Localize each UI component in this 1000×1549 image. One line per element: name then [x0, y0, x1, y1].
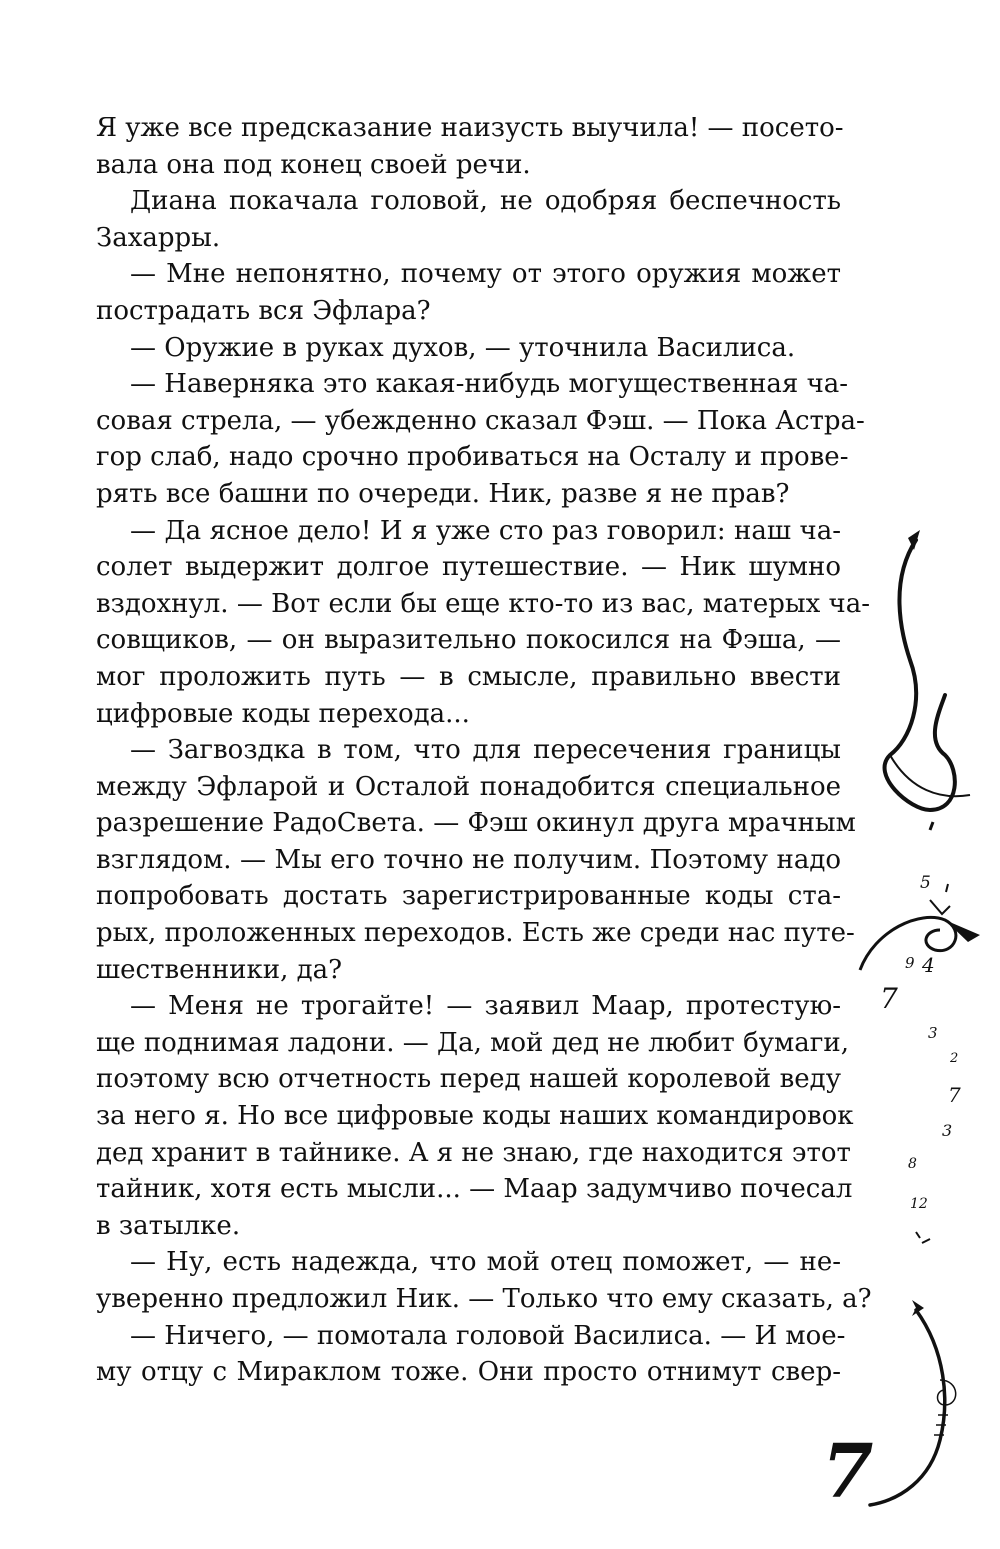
- ornament-digit: 2: [950, 1051, 959, 1066]
- text-line: мог проложить путь — в смысле, правильно ввести: [96, 661, 841, 692]
- ornament-digit: 8: [908, 1156, 917, 1172]
- text-line: совщиков, — он выразительно покосился на Фэша, —: [96, 625, 841, 656]
- text-line: рять все башни по очереди. Ник, разве я не прав?: [96, 478, 790, 509]
- ornament-digit: 3: [928, 1024, 938, 1042]
- ornament-digit: 9: [905, 954, 915, 972]
- text-line: попробовать достать зарегистрированные коды ста-: [96, 881, 841, 912]
- text-line: в затылке.: [96, 1210, 241, 1241]
- text-line: совая стрела, — убежденно сказал Фэш. — Пока Астра-: [96, 405, 865, 436]
- text-line: уверенно предложил Ник. — Только что ему сказать, а?: [96, 1284, 872, 1314]
- text-line: ще поднимая ладони. — Да, мой дед не любит бумаги,: [96, 1027, 849, 1058]
- text-line: дед хранит в тайнике. А я не знаю, где находится этот: [96, 1137, 851, 1168]
- text-line: гор слаб, надо срочно пробиваться на Осталу и прове-: [96, 442, 849, 473]
- text-line: вала она под конец своей речи.: [96, 149, 531, 180]
- ornament-digit: 12: [910, 1196, 928, 1212]
- text-line: тайник, хотя есть мысли... — Маар задумчиво почесал: [96, 1174, 853, 1205]
- page-number: 7: [822, 1429, 874, 1515]
- ornament-digit: 4: [922, 953, 935, 977]
- ornament-digit: 3: [942, 1121, 953, 1140]
- text-line: поэтому всю отчетность перед нашей королевой веду: [96, 1064, 841, 1095]
- margin-ornament: [850, 510, 1000, 1545]
- text-line: Диана покачала головой, не одобряя беспечность: [130, 186, 841, 217]
- text-line: между Эфларой и Осталой понадобится специальное: [96, 771, 841, 802]
- text-line: — Наверняка это какая-нибудь могущественная ча-: [130, 369, 849, 400]
- text-line: вздохнул. — Вот если бы еще кто-то из вас, матерых ча-: [96, 588, 870, 619]
- text-line: — Да ясное дело! И я уже сто раз говорил: наш ча-: [130, 515, 841, 546]
- clock-hands-ornament-icon: [850, 510, 1000, 1545]
- ornament-digit: 7: [948, 1083, 961, 1107]
- text-line: Я уже все предсказание наизусть выучила! — посето-: [96, 113, 844, 143]
- text-line: цифровые коды перехода...: [96, 698, 470, 729]
- text-line: взглядом. — Мы его точно не получим. Поэтому надо: [96, 844, 841, 875]
- text-line: за него я. Но все цифровые коды наших командировок: [96, 1101, 854, 1132]
- text-line: — Меня не трогайте! — заявил Маар, протестую-: [130, 991, 841, 1022]
- ornament-digit: 5: [920, 873, 931, 893]
- text-line: — Ничего, — помотала головой Василиса. — И мое-: [130, 1320, 846, 1351]
- text-line: — Загвоздка в том, что для пересечения границы: [130, 735, 841, 766]
- text-line: — Оружие в руках духов, — уточнила Василиса.: [130, 332, 796, 363]
- text-line: — Мне непонятно, почему от этого оружия может: [130, 259, 841, 290]
- text-line: разрешение РадоСвета. — Фэш окинул друга мрачным: [96, 808, 856, 839]
- ornament-digit: 7: [880, 982, 898, 1015]
- text-line: пострадать вся Эфлара?: [96, 295, 431, 326]
- page-text: [96, 110, 872, 1391]
- text-line: Захарры.: [96, 222, 221, 253]
- text-line: му отцу с Мираклом тоже. Они просто отнимут свер-: [96, 1357, 841, 1388]
- text-line: — Ну, есть надежда, что мой отец поможет, — не-: [130, 1247, 841, 1278]
- text-line: солет выдержит долгое путешествие. — Ник шумно: [96, 552, 841, 583]
- text-line: шественники, да?: [96, 954, 343, 985]
- text-line: рых, проложенных переходов. Есть же среди нас путе-: [96, 918, 855, 949]
